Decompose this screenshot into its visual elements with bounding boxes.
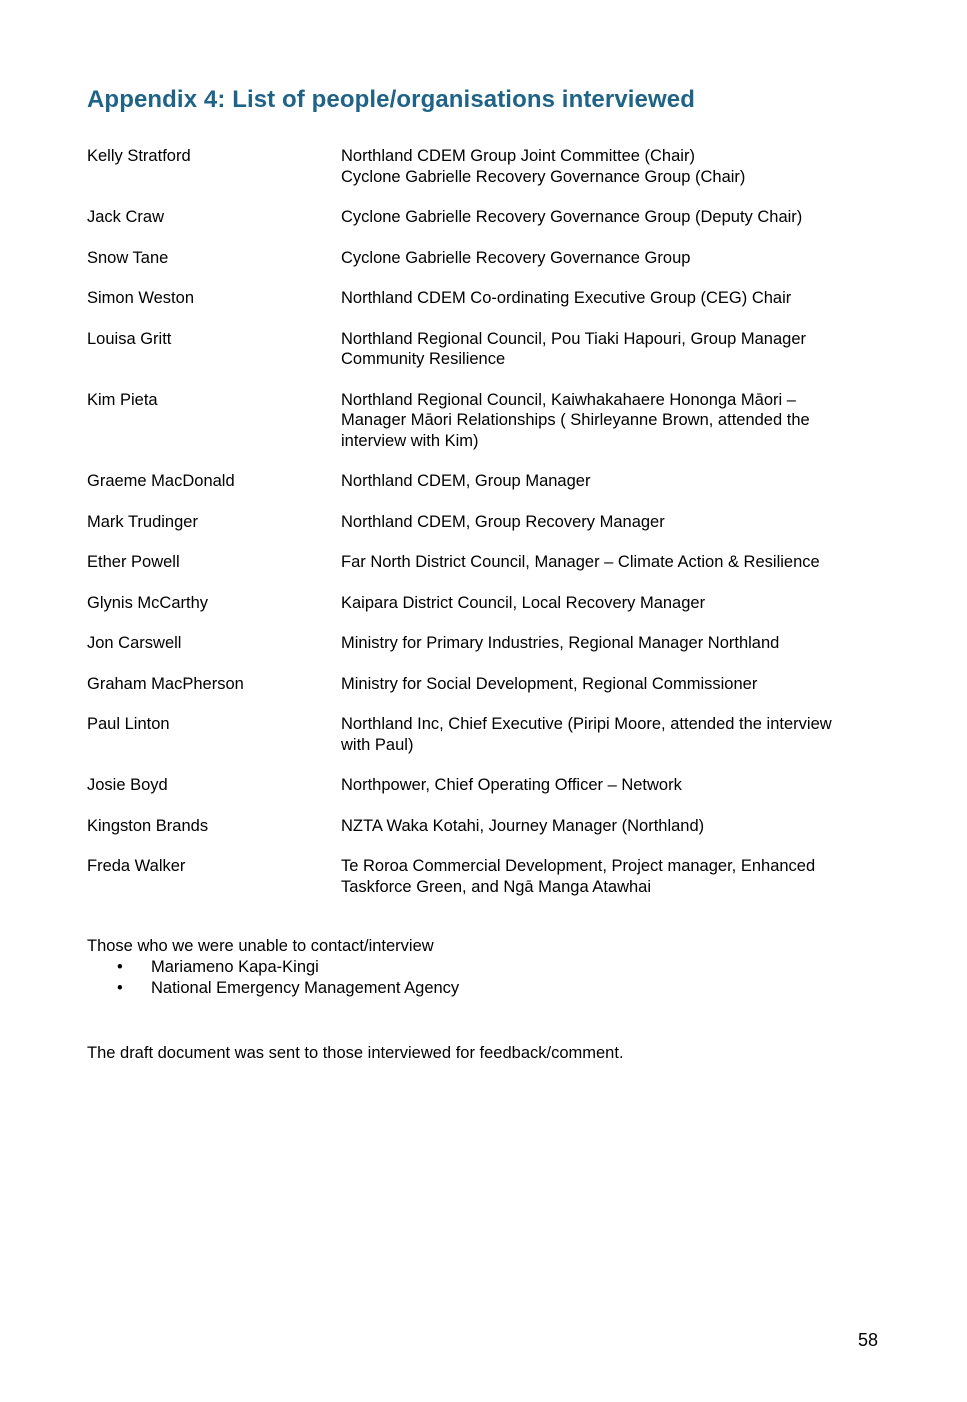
interviewee-row xyxy=(87,390,887,452)
interviewee-row xyxy=(87,856,887,897)
interviewee-role xyxy=(341,775,887,796)
interviewee-name: Kelly Stratford xyxy=(87,147,191,165)
interviewee-row xyxy=(87,593,887,614)
interviewee-name: Graeme MacDonald xyxy=(87,472,235,490)
interviewee-row xyxy=(87,552,887,573)
unable-item-text: Mariameno Kapa-Kingi xyxy=(151,958,319,976)
interviewee-name: Kingston Brands xyxy=(87,816,209,835)
role-line: Community Resilience xyxy=(341,350,506,368)
role-line: Northland CDEM, Group Recovery Manager xyxy=(341,512,665,531)
interviewee-row xyxy=(87,775,887,796)
interviewee-row xyxy=(87,146,887,187)
interviewee-row xyxy=(87,714,887,755)
role-line: Te Roroa Commercial Development, Project manager, Enhanced xyxy=(341,857,816,875)
interviewee-name: Louisa Gritt xyxy=(87,329,172,348)
role-line: interview with Kim) xyxy=(341,431,479,450)
interviewee-row xyxy=(87,288,887,309)
interviewee-name: Kim Pieta xyxy=(87,390,158,409)
interviewee-row xyxy=(87,207,887,228)
role-line: Ministry for Social Development, Regional Commissioner xyxy=(341,674,758,693)
interviewee-row xyxy=(87,471,887,492)
role-line: with Paul) xyxy=(341,735,414,754)
interviewee-name: Josie Boyd xyxy=(87,776,168,794)
page-heading: Appendix 4: List of people/organisations interviewed xyxy=(87,86,695,113)
interviewee-name: Jon Carswell xyxy=(87,634,182,652)
interviewee-role xyxy=(341,329,887,370)
feedback-note: The draft document was sent to those interviewed for feedback/comment. xyxy=(87,1044,624,1062)
role-line: Manager Māori Relationships ( Shirleyanne Brown, attended the xyxy=(341,411,810,429)
interviewee-row xyxy=(87,512,887,533)
interviewee-row xyxy=(87,816,887,837)
role-line: Far North District Council, Manager – Climate Action & Resilience xyxy=(341,553,820,571)
interviewee-list xyxy=(87,146,887,917)
interviewee-name: Paul Linton xyxy=(87,715,170,733)
role-line: Northland CDEM Group Joint Committee (Chair) xyxy=(341,147,695,165)
unable-list xyxy=(87,957,867,999)
interviewee-name: Snow Tane xyxy=(87,248,169,267)
role-line: Northland Inc, Chief Executive (Piripi Moore, attended the interview xyxy=(341,715,832,733)
interviewee-name: Glynis McCarthy xyxy=(87,593,209,612)
role-line: Kaipara District Council, Local Recovery Manager xyxy=(341,593,706,612)
role-line: Taskforce Green, and Ngā Manga Atawhai xyxy=(341,877,652,896)
role-line: Northland Regional Council, Kaiwhakahaere Hononga Māori – xyxy=(341,390,796,409)
interviewee-role xyxy=(341,207,887,228)
role-line: Northpower, Chief Operating Officer – Network xyxy=(341,776,682,794)
role-line: Cyclone Gabrielle Recovery Governance Group xyxy=(341,248,691,267)
role-line: Cyclone Gabrielle Recovery Governance Group (Chair) xyxy=(341,167,746,186)
unable-section xyxy=(87,936,867,999)
interviewee-name: Graham MacPherson xyxy=(87,674,244,693)
interviewee-row xyxy=(87,633,887,654)
interviewee-role xyxy=(341,288,887,309)
unable-list-item xyxy=(87,957,867,978)
interviewee-role xyxy=(341,471,887,492)
interviewee-role xyxy=(341,512,887,533)
interviewee-name: Simon Weston xyxy=(87,289,194,307)
interviewee-role xyxy=(341,146,887,187)
interviewee-name: Freda Walker xyxy=(87,857,186,875)
unable-item-text: National Emergency Management Agency xyxy=(151,979,460,997)
role-line: Ministry for Primary Industries, Regional Manager Northland xyxy=(341,634,780,652)
interviewee-name: Mark Trudinger xyxy=(87,512,198,531)
interviewee-row xyxy=(87,248,887,269)
interviewee-row xyxy=(87,674,887,695)
interviewee-role xyxy=(341,248,887,269)
interviewee-name: Jack Craw xyxy=(87,208,165,226)
interviewee-role xyxy=(341,633,887,654)
role-line: NZTA Waka Kotahi, Journey Manager (Northland) xyxy=(341,816,705,835)
role-line: Northland Regional Council, Pou Tiaki Hapouri, Group Manager xyxy=(341,329,807,348)
interviewee-role xyxy=(341,856,887,897)
role-line: Northland CDEM, Group Manager xyxy=(341,472,591,490)
interviewee-role xyxy=(341,816,887,837)
unable-list-item xyxy=(87,978,867,999)
interviewee-role xyxy=(341,674,887,695)
interviewee-role xyxy=(341,390,887,452)
page-number: 58 xyxy=(858,1330,879,1350)
interviewee-role xyxy=(341,552,887,573)
unable-intro: Those who we were unable to contact/interview xyxy=(87,937,434,955)
interviewee-name: Ether Powell xyxy=(87,553,180,571)
role-line: Northland CDEM Co-ordinating Executive Group (CEG) Chair xyxy=(341,289,792,307)
interviewee-row xyxy=(87,329,887,370)
bullet-icon: • xyxy=(117,958,123,976)
interviewee-role xyxy=(341,593,887,614)
role-line: Cyclone Gabrielle Recovery Governance Group (Deputy Chair) xyxy=(341,208,803,226)
interviewee-role xyxy=(341,714,887,755)
bullet-icon: • xyxy=(117,979,123,997)
